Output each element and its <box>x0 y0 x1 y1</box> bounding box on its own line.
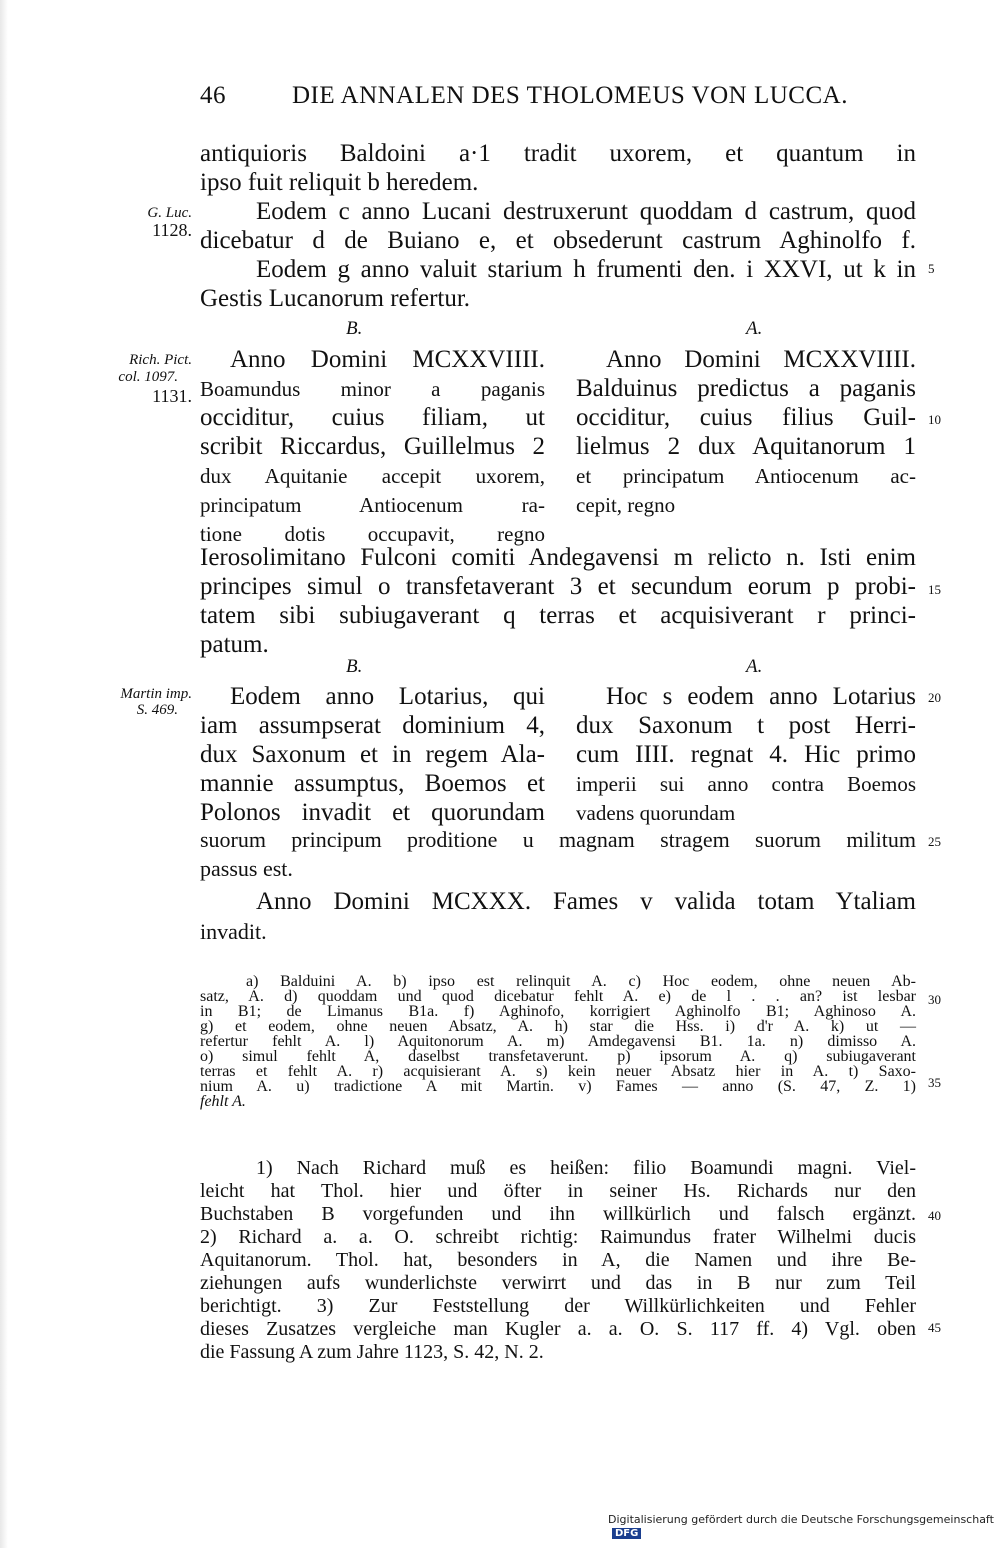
credit-text: Digitalisierung gefördert durch die Deutsche Forschungsgemeinschaft <box>608 1513 994 1526</box>
text-line: tione dotis occupavit, regno <box>200 522 545 546</box>
text-line: occiditur, cuius filius Guil- <box>576 404 916 431</box>
footnote-line: berichtigt. 3) Zur Feststellung der Willkürlichkeiten und Fehler <box>200 1295 916 1317</box>
text-line: tatem sibi subiugaverant q terras et acquisiverant r princi- <box>200 602 916 629</box>
text-line: occiditur, cuius filiam, ut <box>200 404 545 431</box>
text-line: Polonos invadit et quorundam <box>200 799 545 826</box>
page-number: 46 <box>200 82 226 109</box>
text-line: antiquioris Baldoini a·1 tradit uxorem, et quantum in <box>200 140 916 167</box>
footnote-line: 1) Nach Richard muß es heißen: filio Boamundi magni. Viel- <box>256 1157 916 1179</box>
text-line: dux Saxonum et in regem Ala- <box>200 741 545 768</box>
column-label-b: B. <box>346 318 363 339</box>
variant-line: nium A. u) tradictione A mit Martin. v) Fames — anno (S. 47, Z. 1) <box>200 1078 916 1095</box>
footnote-line: 2) Richard a. a. O. schreibt richtig: Raimundus frater Wilhelmi ducis <box>200 1226 916 1248</box>
text-line: ipso fuit reliquit b heredem. <box>200 169 479 196</box>
text-line: principatum Antiocenum ra- <box>200 493 545 517</box>
text-line: dux Saxonum t post Herri- <box>576 712 916 739</box>
text-line: patum. <box>200 631 269 658</box>
text-line: mannie assumptus, Boemos et <box>200 770 545 797</box>
footnote-line: dieses Zusatzes vergleiche man Kugler a. a. O. S. 117 ff. 4) Vgl. oben <box>200 1318 916 1340</box>
variant-line: fehlt A. <box>200 1093 246 1110</box>
column-label-a: A. <box>746 318 763 339</box>
digitization-credit <box>608 1513 1000 1539</box>
column-label-a: A. <box>746 656 763 677</box>
margin-source-martin-s: S. 469. <box>136 702 178 718</box>
text-line: suorum principum proditione u magnam stragem suorum militum <box>200 827 916 852</box>
text-line: Ierosolimitano Fulconi comiti Andegavensi m relicto n. Isti enim <box>200 544 916 571</box>
text-line: iam assumpserat dominium 4, <box>200 712 545 739</box>
margin-source-martin: Martin imp. <box>120 686 192 702</box>
text-line: Anno Domini MCXXX. Fames v valida totam Ytaliam <box>256 888 916 915</box>
text-line: Hoc s eodem anno Lotarius <box>606 683 916 710</box>
variant-line: satz, A. d) quoddam und quod dicebatur fehlt A. e) de l . . an? ist lesbar <box>200 988 916 1005</box>
line-number: 15 <box>928 582 941 597</box>
line-number: 25 <box>928 834 941 849</box>
text-line: principes simul o transfetaverant 3 et secundum eorum p probi- <box>200 573 916 600</box>
text-line: cepit, regno <box>576 493 676 517</box>
line-number: 10 <box>928 412 941 427</box>
text-line: invadit. <box>200 919 267 944</box>
margin-year-1131: 1131. <box>152 386 192 406</box>
footnote-line: ziehungen aufs wunderlichste verwirrt und das in B nur zum Teil <box>200 1272 916 1294</box>
text-line: Boamundus minor a paganis <box>200 377 545 401</box>
variant-line: refertur fehlt A. l) Aquitonorum A. m) Amdegavensi B1. 1a. n) dimisso A. <box>200 1033 916 1050</box>
margin-source-rich-col: col. 1097. <box>118 369 178 385</box>
text-line: Eodem g anno valuit starium h frumenti den. i XXVI, ut k in <box>256 256 916 283</box>
text-line: passus est. <box>200 856 293 881</box>
margin-source-gluc: G. Luc. <box>147 205 192 221</box>
text-line: dicebatur d de Buiano e, et obsederunt castrum Aghinolfo f. <box>200 227 916 254</box>
text-line: cum IIII. regnat 4. Hic primo <box>576 741 916 768</box>
footnote-line: die Fassung A zum Jahre 1123, S. 42, N. 2. <box>200 1341 544 1363</box>
text-line: imperii sui anno contra Boemos <box>576 772 916 796</box>
line-number: 20 <box>928 690 941 705</box>
variant-line: g) et eodem, ohne neuen Absatz, A. h) star die Hss. i) d'r A. k) ut — <box>200 1018 916 1035</box>
text-line: dux Aquitanie accepit uxorem, <box>200 464 545 488</box>
column-label-b: B. <box>346 656 363 677</box>
page-edge-shadow <box>0 0 8 1548</box>
margin-year-1128: 1128. <box>152 220 192 240</box>
margin-source-rich: Rich. Pict. <box>129 352 192 368</box>
running-title: DIE ANNALEN DES THOLOMEUS VON LUCCA. <box>292 82 848 109</box>
variant-line: a) Balduini A. b) ipso est relinquit A. c) Hoc eodem, ohne neuen Ab- <box>246 973 916 990</box>
text-line: Balduinus predictus a paganis <box>576 375 916 402</box>
text-line: vadens quorundam <box>576 801 736 825</box>
text-line: scribit Riccardus, Guillelmus 2 <box>200 433 545 460</box>
text-line: Anno Domini MCXXVIIII. <box>230 346 545 373</box>
line-number: 40 <box>928 1208 941 1223</box>
text-line: Gestis Lucanorum refertur. <box>200 285 471 312</box>
variant-line: terras et fehlt A. r) acquisierant A. s) kein neuer Absatz hier in A. t) Saxo- <box>200 1063 916 1080</box>
line-number: 30 <box>928 992 941 1007</box>
dfg-logo: DFG <box>612 1528 641 1539</box>
footnote-line: Buchstaben B vorgefunden und ihn willkürlich und falsch ergänzt. <box>200 1203 916 1225</box>
variant-line: o) simul fehlt A, daselbst transfetaverunt. p) ipsorum A. q) subiugaverant <box>200 1048 916 1065</box>
line-number: 35 <box>928 1075 941 1090</box>
footnote-line: Aquitanorum. Thol. hat, besonders in A, die Namen und ihre Be- <box>200 1249 916 1271</box>
text-line: Eodem anno Lotarius, qui <box>230 683 545 710</box>
text-line: Eodem c anno Lucani destruxerunt quoddam d castrum, quod <box>256 198 916 225</box>
footnote-line: leicht hat Thol. hier und öfter in seiner Hs. Richards nur den <box>200 1180 916 1202</box>
variant-line: in B1; de Limanus B1a. f) Aghinofo, korrigiert Aghinolfo B1; Aghinoso A. <box>200 1003 916 1020</box>
text-line: et principatum Antiocenum ac- <box>576 464 916 488</box>
text-line: Anno Domini MCXXVIIII. <box>606 346 916 373</box>
line-number: 45 <box>928 1320 941 1335</box>
line-number: 5 <box>928 261 935 276</box>
text-line: lielmus 2 dux Aquitanorum 1 <box>576 433 916 460</box>
